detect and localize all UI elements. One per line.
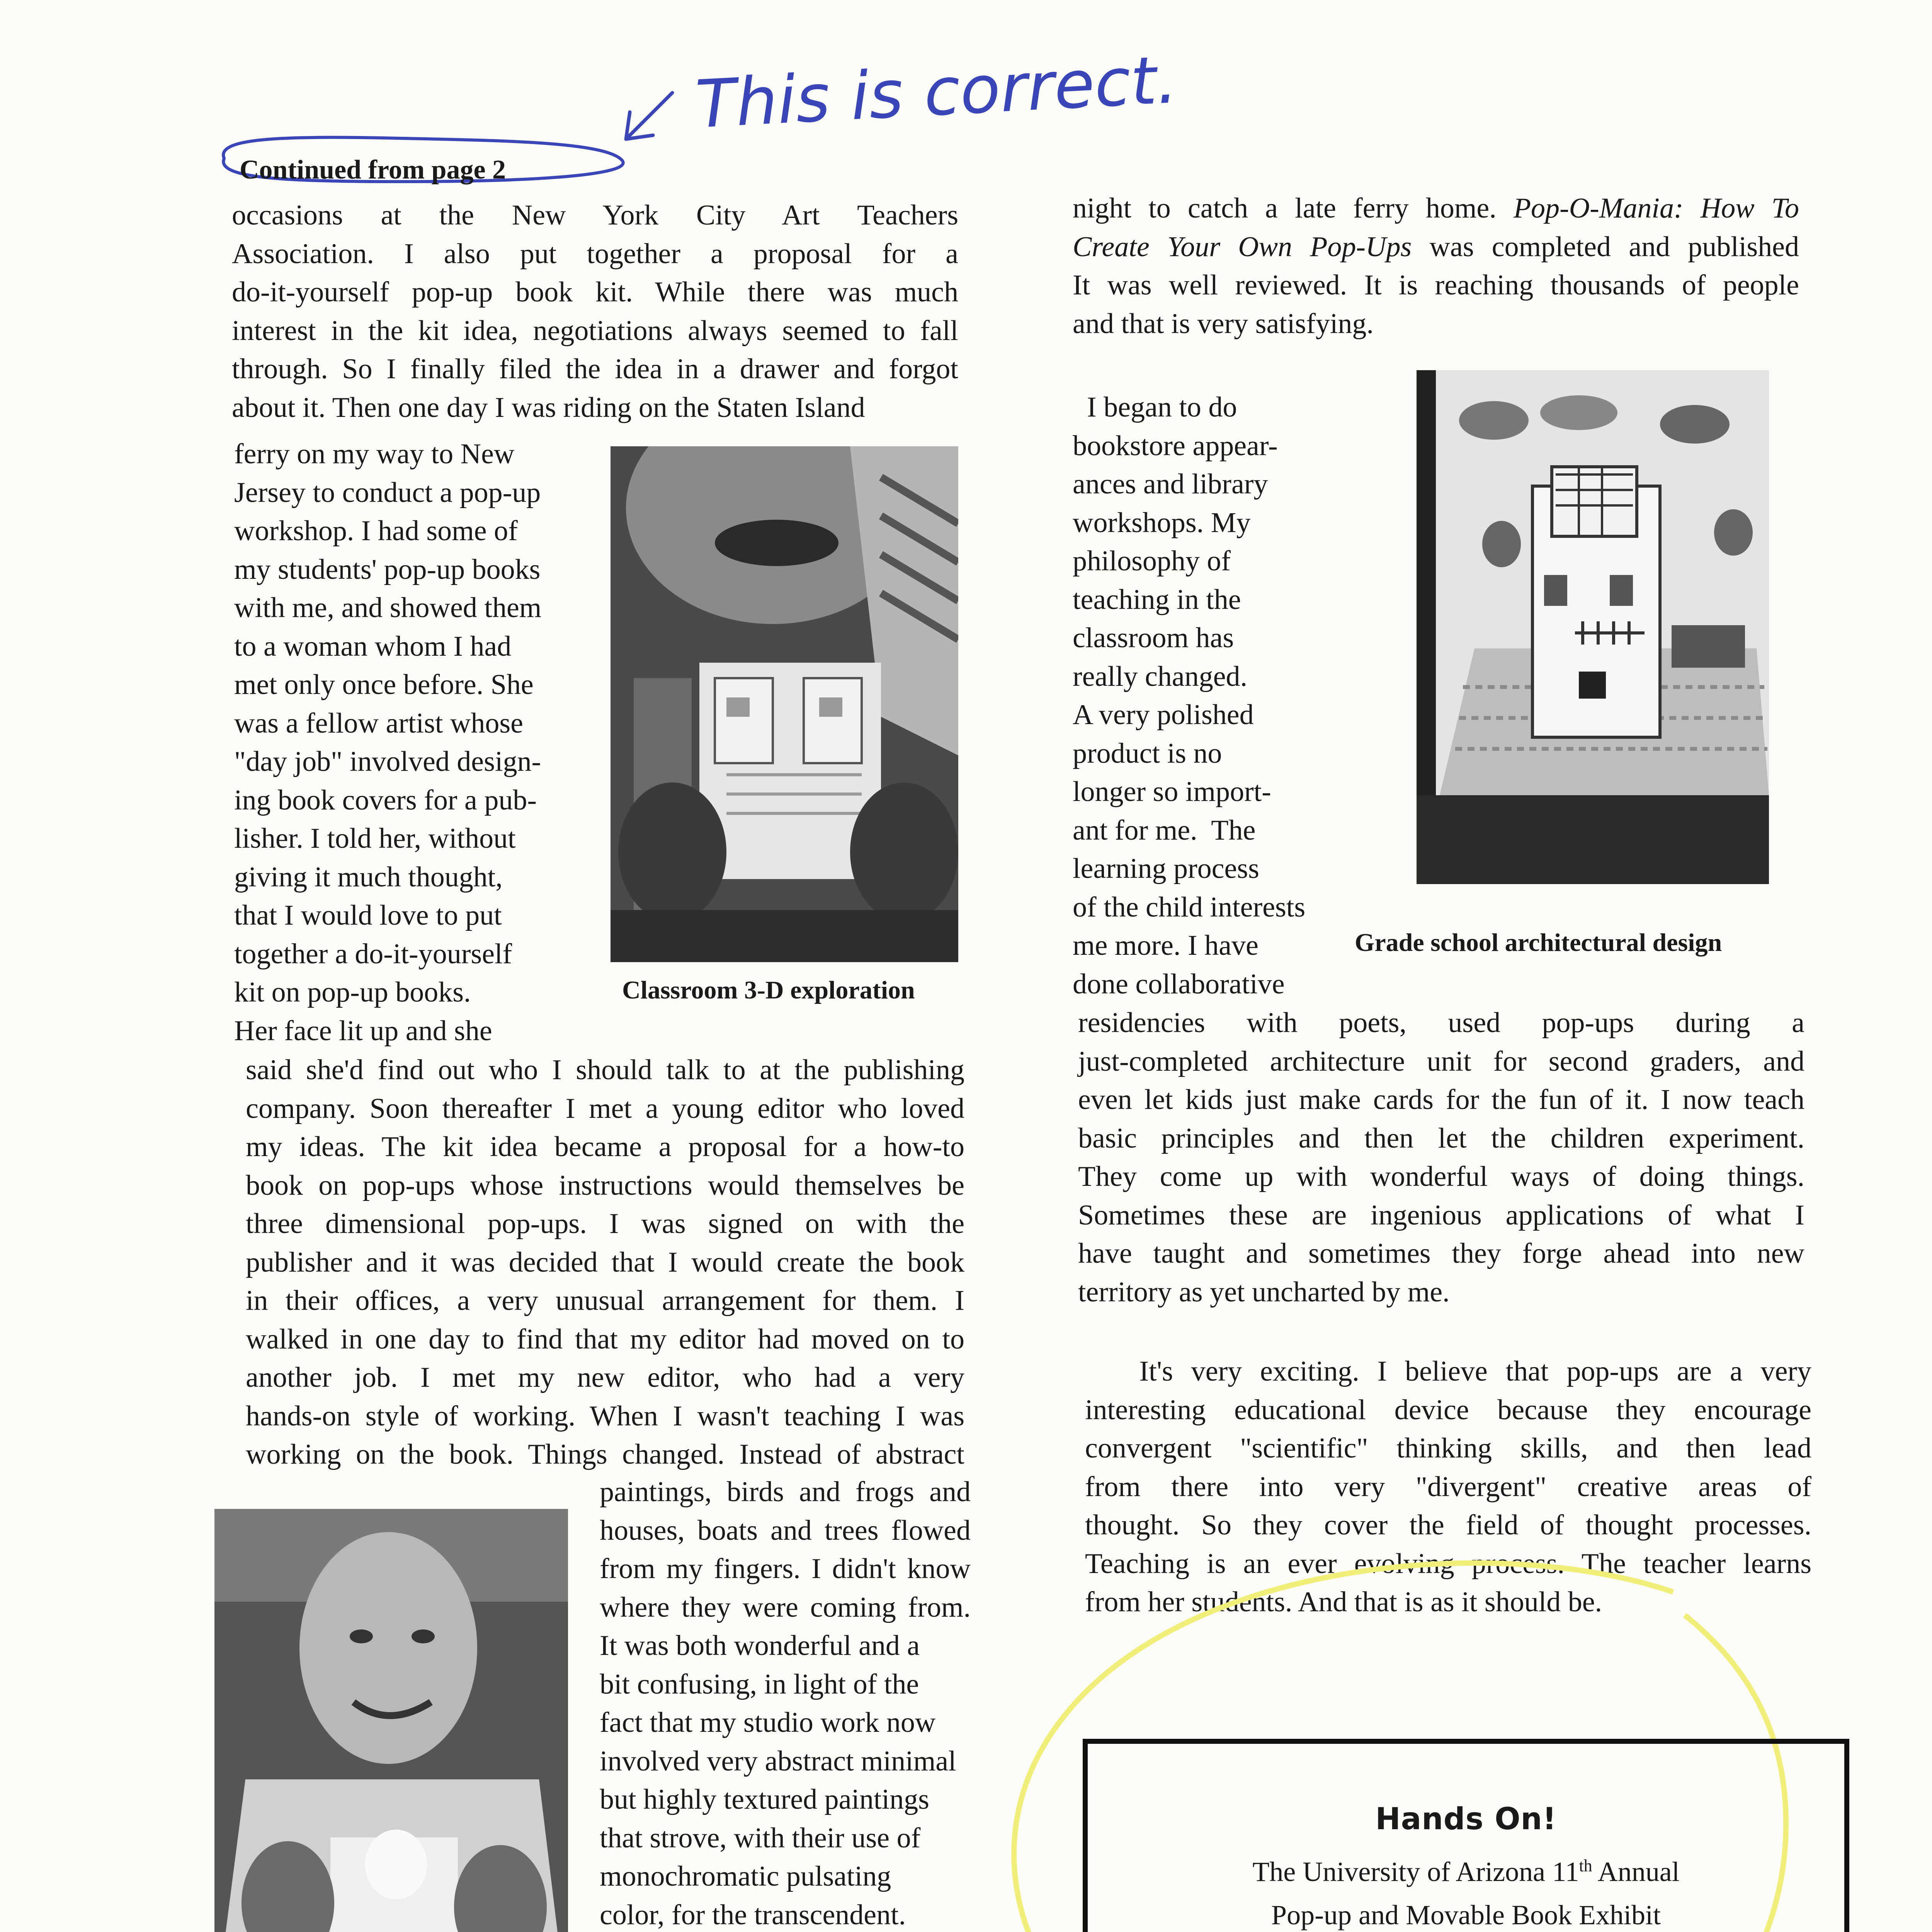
exhibit-info-box	[1083, 1739, 1849, 1932]
poetry-workshop-photo	[214, 1509, 568, 1932]
exhibit-line-1: The University of Arizona 11th Annual	[1252, 1856, 1680, 1887]
arrow-annotation-icon	[614, 85, 680, 147]
classroom-caption: Classroom 3-D exploration	[622, 976, 915, 1004]
left-para-3: said she'd find out who I should talk to at the publishing company. Soon thereafter I met a young editor who loved my ideas. The kit idea became a proposal for a how-to book on pop-ups whose instructions would themselves be three dimensional pop-ups. I was signed on with the publisher and it was decided that I would create the book in their offices, a very unusual arrangement for them. I walked in one day to find that my editor had moved on to another job. I met my new editor, who had a very hands-on style of working. When I wasn't teaching I was working on the book. Things changed. Instead of abstract	[246, 1054, 964, 1470]
right-para-4: It's very exciting. I believe that pop-ups are a very interesting educational device because they encourage convergent "scientific" thinking skills, and then lead from there into very "divergent" creative areas of thought. So they cover the field of thought processes. Teaching is an ever evolving process. The teacher learns from her students. And that is as it should be.	[1085, 1355, 1811, 1618]
left-para-4: paintings, birds and frogs and houses, boats and trees flowed from my fingers. I didn't know where they were coming from. It was both wonderful and a bit confusing, in light of the fact that my studio work now involved very abstract minimal but highly textured paintings that strove, with their use of monochromatic pulsating color, for the transcendent.	[600, 1476, 971, 1931]
continued-from-label: Continued from page 2	[240, 155, 506, 185]
classroom-photo	[611, 446, 958, 962]
left-para-1: occasions at the New York City Art Teachers Association. I also put together a proposal for a do-it-yourself pop-up book kit. While there was much interest in the kit idea, negotiations always seemed to fall through. So I finally filed the idea in a drawer and forgot about it. Then one day I was riding on the Staten Island	[232, 199, 958, 423]
architecture-photo	[1417, 370, 1769, 884]
left-para-2: ferry on my way to New Jersey to conduct a pop-up workshop. I had some of my students' pop-up books with me, and showed them to a woman whom I had met only once before. She was a fellow artist whose "day job" involved design- ing book covers for a pub- lisher. I told her, without giving it much thought, that I would love to put together a do-it-yourself kit on pop-up books. Her face lit up and she	[234, 438, 542, 1047]
exhibit-title: Hands On!	[1375, 1802, 1557, 1837]
book-title: Pop-O-Mania: How To	[1513, 192, 1799, 224]
right-para-1: night to catch a late ferry home. Pop-O-Mania: How To Create Your Own Pop-Ups was completed and published It was well reviewed. It is reaching thousands of people and that is very satisfying.	[1073, 192, 1799, 340]
right-para-2: I began to do bookstore appear- ances and library workshops. My philosophy of teaching in the classroom has really changed. A very polished product is no longer so import- ant for me. The learning process of the child interests me more. I have done collaborative	[1073, 391, 1306, 1000]
exhibit-line-2: Pop-up and Movable Book Exhibit	[1271, 1900, 1661, 1930]
architecture-caption: Grade school architectural design	[1355, 929, 1722, 957]
handwritten-correct-note: This is correct.	[694, 41, 1179, 143]
right-para-3: residencies with poets, used pop-ups during a just-completed architecture unit for second graders, and even let kids just make cards for the fun of it. I now teach basic principles and then let the children experiment. They come up with wonderful ways of doing things. Sometimes these are ingenious applications of what I have taught and sometimes they forge ahead into new territory as yet uncharted by me.	[1078, 1007, 1804, 1308]
book-title-cont: Create Your Own Pop-Ups	[1073, 231, 1412, 263]
